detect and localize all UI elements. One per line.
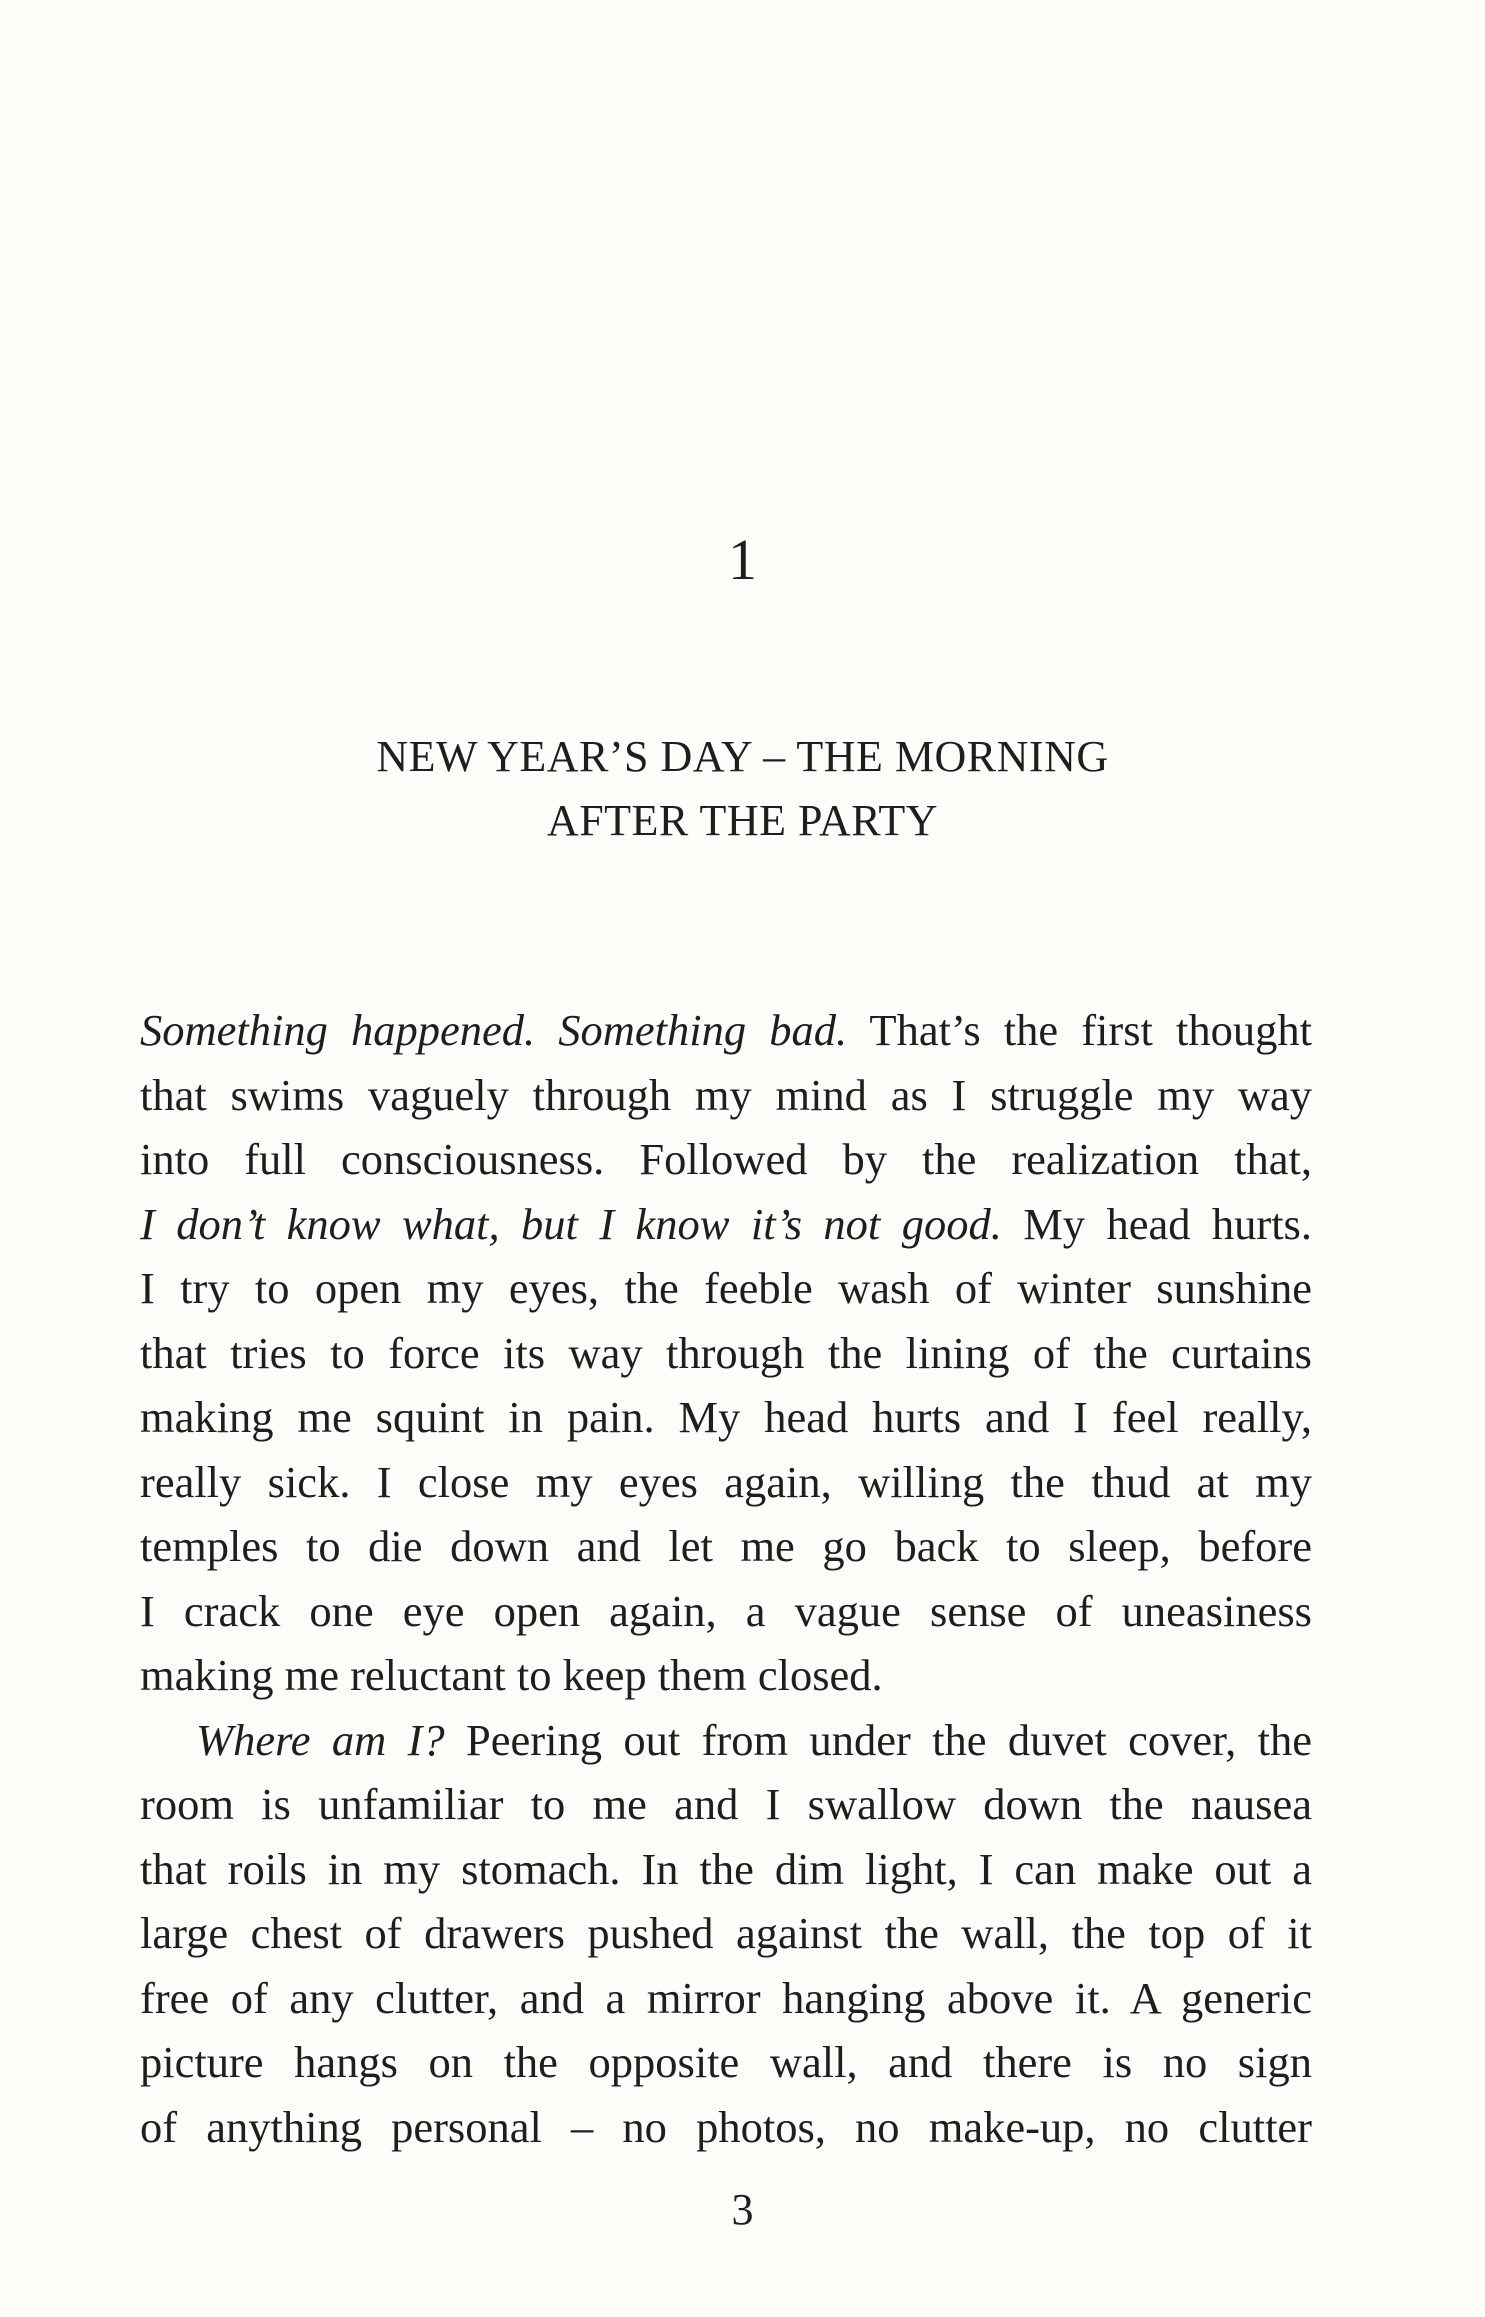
text-line: that swims vaguely through my mind as I struggle my way — [140, 1069, 1312, 1120]
italic-phrase: Where am I? — [196, 1714, 445, 1765]
text-line: that roils in my stomach. In the dim light, I can make out a — [140, 1843, 1312, 1894]
text-line: making me reluctant to keep them closed. — [140, 1650, 883, 1700]
chapter-title-line-1: NEW YEAR’S DAY – THE MORNING — [376, 732, 1109, 781]
chapter-title-line-2: AFTER THE PARTY — [546, 796, 939, 845]
text-line — [140, 1192, 1312, 1257]
text-line: into full consciousness. Followed by the realization that, — [140, 1134, 1312, 1184]
italic-phrase: I don’t know what, but I know it’s not good. — [140, 1198, 1002, 1249]
text-line: really sick. I close my eyes again, willing the thud at my — [140, 1456, 1312, 1507]
text-line — [140, 998, 1312, 1063]
text-line: room is unfamiliar to me and I swallow down the nausea — [140, 1779, 1312, 1829]
text-fragment: My head hurts. — [1001, 1198, 1312, 1249]
text-fragment: Peering out from under the duvet cover, the — [444, 1714, 1312, 1765]
text-line: temples to die down and let me go back to sleep, before — [140, 1521, 1312, 1571]
italic-phrase: Something happened. Something bad. — [140, 1005, 848, 1055]
text-line: large chest of drawers pushed against the wall, the top of it — [140, 1908, 1312, 1958]
text-line: free of any clutter, and a mirror hanging above it. A generic — [140, 1972, 1312, 2023]
body-text — [140, 998, 1312, 2159]
chapter-number: 1 — [728, 527, 757, 592]
text-line: I try to open my eyes, the feeble wash of winter sunshine — [140, 1263, 1312, 1313]
text-line: of anything personal – no photos, no make-up, no clutter — [140, 2101, 1312, 2152]
text-line: picture hangs on the opposite wall, and there is no sign — [140, 2037, 1312, 2087]
text-line: I crack one eye open again, a vague sense of uneasiness — [140, 1585, 1312, 1636]
text-fragment: That’s the first thought — [847, 1005, 1313, 1055]
text-line: making me squint in pain. My head hurts and I feel really, — [140, 1392, 1312, 1442]
text-line — [140, 1708, 1312, 1773]
text-line: that tries to force its way through the lining of the curtains — [140, 1327, 1312, 1378]
page-number: 3 — [731, 2185, 754, 2234]
chapter-title — [0, 725, 1485, 853]
